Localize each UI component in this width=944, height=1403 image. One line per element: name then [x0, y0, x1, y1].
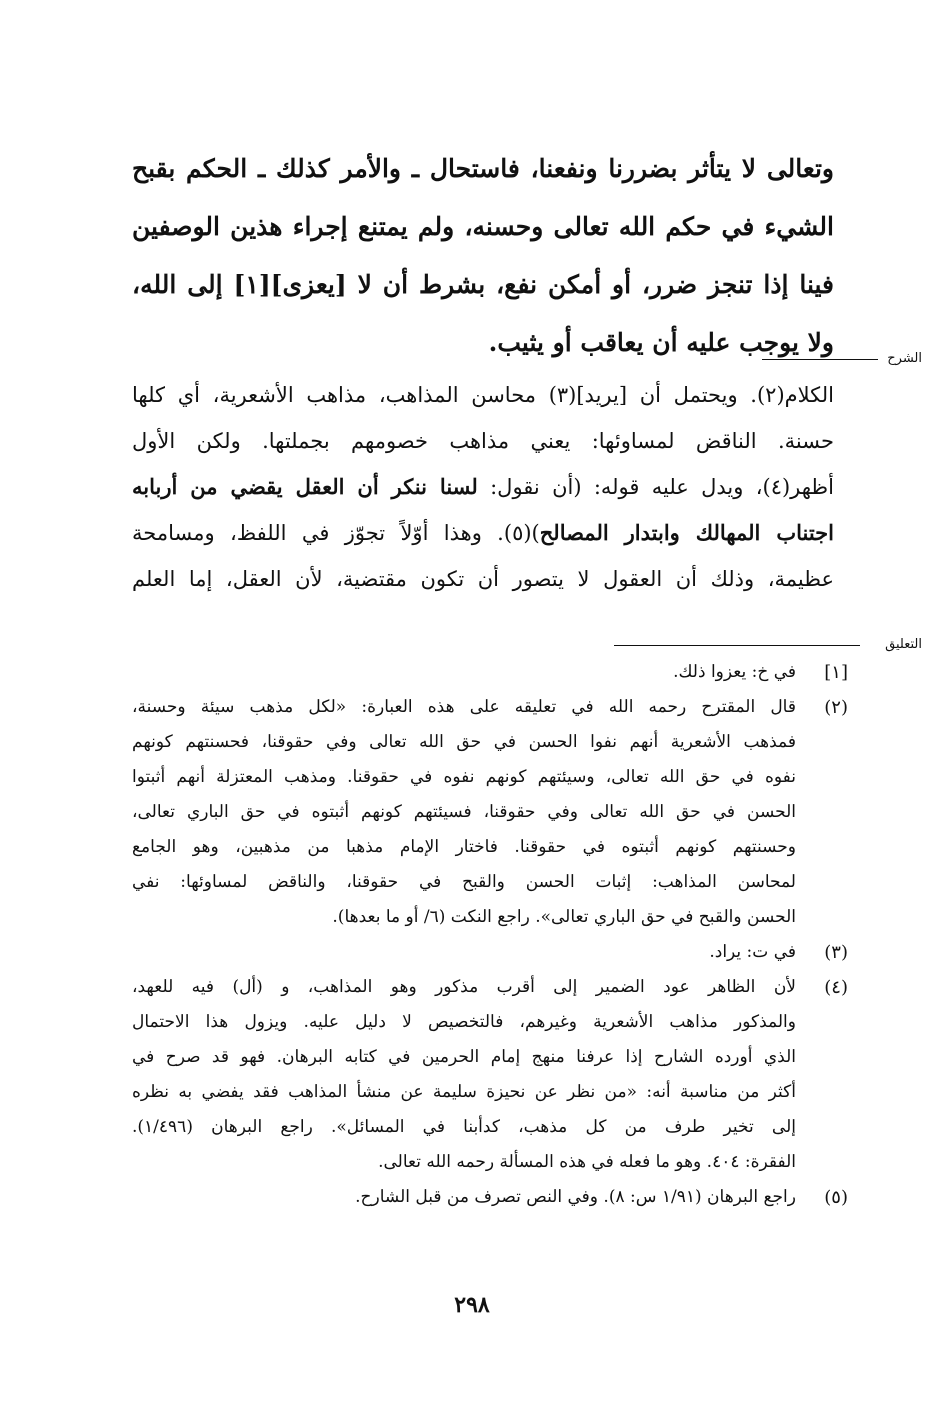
- footnote-1: [132, 655, 848, 690]
- matn-line-4: ولا يوجب عليه أن يعاقب أو يثيب.: [488, 328, 834, 357]
- page-number: ٢٩٨: [454, 1292, 490, 1318]
- footnote-line: فمذهب الأشعرية أنهم نفوا الحسن في حق الله تعالى وفي حقوقنا، فحسنتهم كونهم: [132, 732, 796, 752]
- footnote-2: [132, 690, 848, 935]
- footnote-line: في خ: يعزوا ذلك.: [673, 662, 796, 682]
- footnote-number: (٤): [824, 977, 848, 998]
- footnote-line: والمذكور مذاهب الأشعرية وغيرهم، فالتخصيص لا دليل عليه. ويزول هذا الاحتمال: [132, 1012, 796, 1032]
- sharh-line-4: اجتناب المهالك وابتدار المصالح)(٥). وهذا أوّلاً تجوّز في اللفظ، ومسامحة: [132, 520, 834, 545]
- footnote-number: (٢): [824, 697, 848, 718]
- footnote-4: [132, 970, 848, 1180]
- footnote-3: [132, 935, 848, 970]
- footnote-line: إلى تخير طرف من كل مذهب، كدأبنا في المسائل». راجع البرهان (١/٤٩٦).: [132, 1117, 796, 1137]
- taliq-rule: [614, 645, 860, 646]
- footnotes: [132, 655, 848, 1215]
- footnote-line: لمحاسن المذاهب: إثبات الحسن والقبح في حقوقنا، والناقض لمساوئها: نفي: [132, 872, 796, 892]
- matn-block: [132, 140, 834, 372]
- taliq-label: التعليق: [885, 637, 922, 652]
- footnote-number: (٣): [824, 942, 848, 963]
- footnote-line: نفوه في حق الله تعالى، وسيئتهم كونهم نفوه في حقوقنا. ومذهب المعتزلة أنهم أثبتوا: [132, 767, 796, 787]
- sharh-block: [132, 372, 834, 602]
- sharh-separator: [0, 350, 944, 370]
- footnote-line: أكثر من مناسبة أنه: «من نظر عن نحيزة سليمة عن منشأ المذاهب فقد يفضي به نظره: [132, 1082, 796, 1102]
- sharh-line-1: الكلام(٢). ويحتمل أن [يريد](٣) محاسن المذاهب، مذاهب الأشعرية، أي كلها: [132, 383, 834, 407]
- sharh-rule: [762, 359, 878, 360]
- taliq-separator: [0, 636, 944, 656]
- matn-line-1: وتعالى لا يتأثر بضررنا ونفعنا، فاستحال ـ والأمر كذلك ـ الحكم بقبح: [132, 154, 834, 183]
- sharh-line-3: أظهر(٤)، ويدل عليه قوله: (أن نقول: لسنا ننكر أن العقل يقضي من أربابه: [132, 474, 834, 499]
- matn-line-3: فينا إذا تنجز ضرر، أو أمكن نفع، بشرط أن لا [يعزى][١] إلى الله،: [132, 270, 834, 299]
- bold-quote: لسنا ننكر أن العقل يقضي من أربابه: [132, 474, 478, 499]
- footnote-line: لأن الظاهر عود الضمير إلى أقرب مذكور وهو المذاهب، و (أل) فيه للعهد،: [132, 977, 796, 997]
- footnote-line: وحسنتهم كونهم أثبتوه في حقوقنا. فاختار الإمام مذهبا من مذهبين، وهو الجامع: [132, 837, 796, 857]
- footnote-line: قال المقترح رحمه الله في تعليقه على هذه العبارة: «لكل مذهب سيئة وحسنة،: [132, 697, 796, 717]
- footnote-line: الحسن في حق الله تعالى وفي حقوقنا، فسيئتهم كونهم أثبتوه في حق الباري تعالى،: [132, 802, 796, 822]
- footnote-number: (٥): [824, 1187, 848, 1208]
- footnote-line: الحسن والقبح في حق الباري تعالى». راجع النكت (٦/ أو ما بعدها).: [332, 907, 796, 927]
- footnote-line: الفقرة: ٤٠٤. وهو ما فعله في هذه المسألة رحمه الله تعالى.: [378, 1152, 796, 1172]
- footnote-line: الذي أورده الشارح إذا عرفنا منهج إمام الحرمين في كتابه البرهان. فهو قد صرح في: [132, 1047, 796, 1067]
- bold-quote: اجتناب المهالك وابتدار المصالح: [539, 520, 834, 545]
- sharh-label: الشرح: [887, 351, 922, 366]
- footnote-number: [١]: [824, 662, 848, 683]
- footnote-line: في ت: يراد.: [709, 942, 796, 962]
- sharh-line-5: عظيمة، وذلك أن العقول لا يتصور أن تكون مقتضية، لأن العقل، إما العلم: [132, 567, 834, 591]
- sharh-line-2: حسنة. الناقض لمساوئها: يعني مذاهب خصومهم بجملتها. ولكن الأول: [132, 429, 834, 453]
- matn-line-2: الشيء في حكم الله تعالى وحسنه، ولم يمتنع إجراء هذين الوصفين: [132, 212, 834, 241]
- footnote-line: راجع البرهان (١/٩١ س: ٨). وفي النص تصرف من قبل الشارح.: [355, 1187, 796, 1207]
- footnote-5: [132, 1180, 848, 1215]
